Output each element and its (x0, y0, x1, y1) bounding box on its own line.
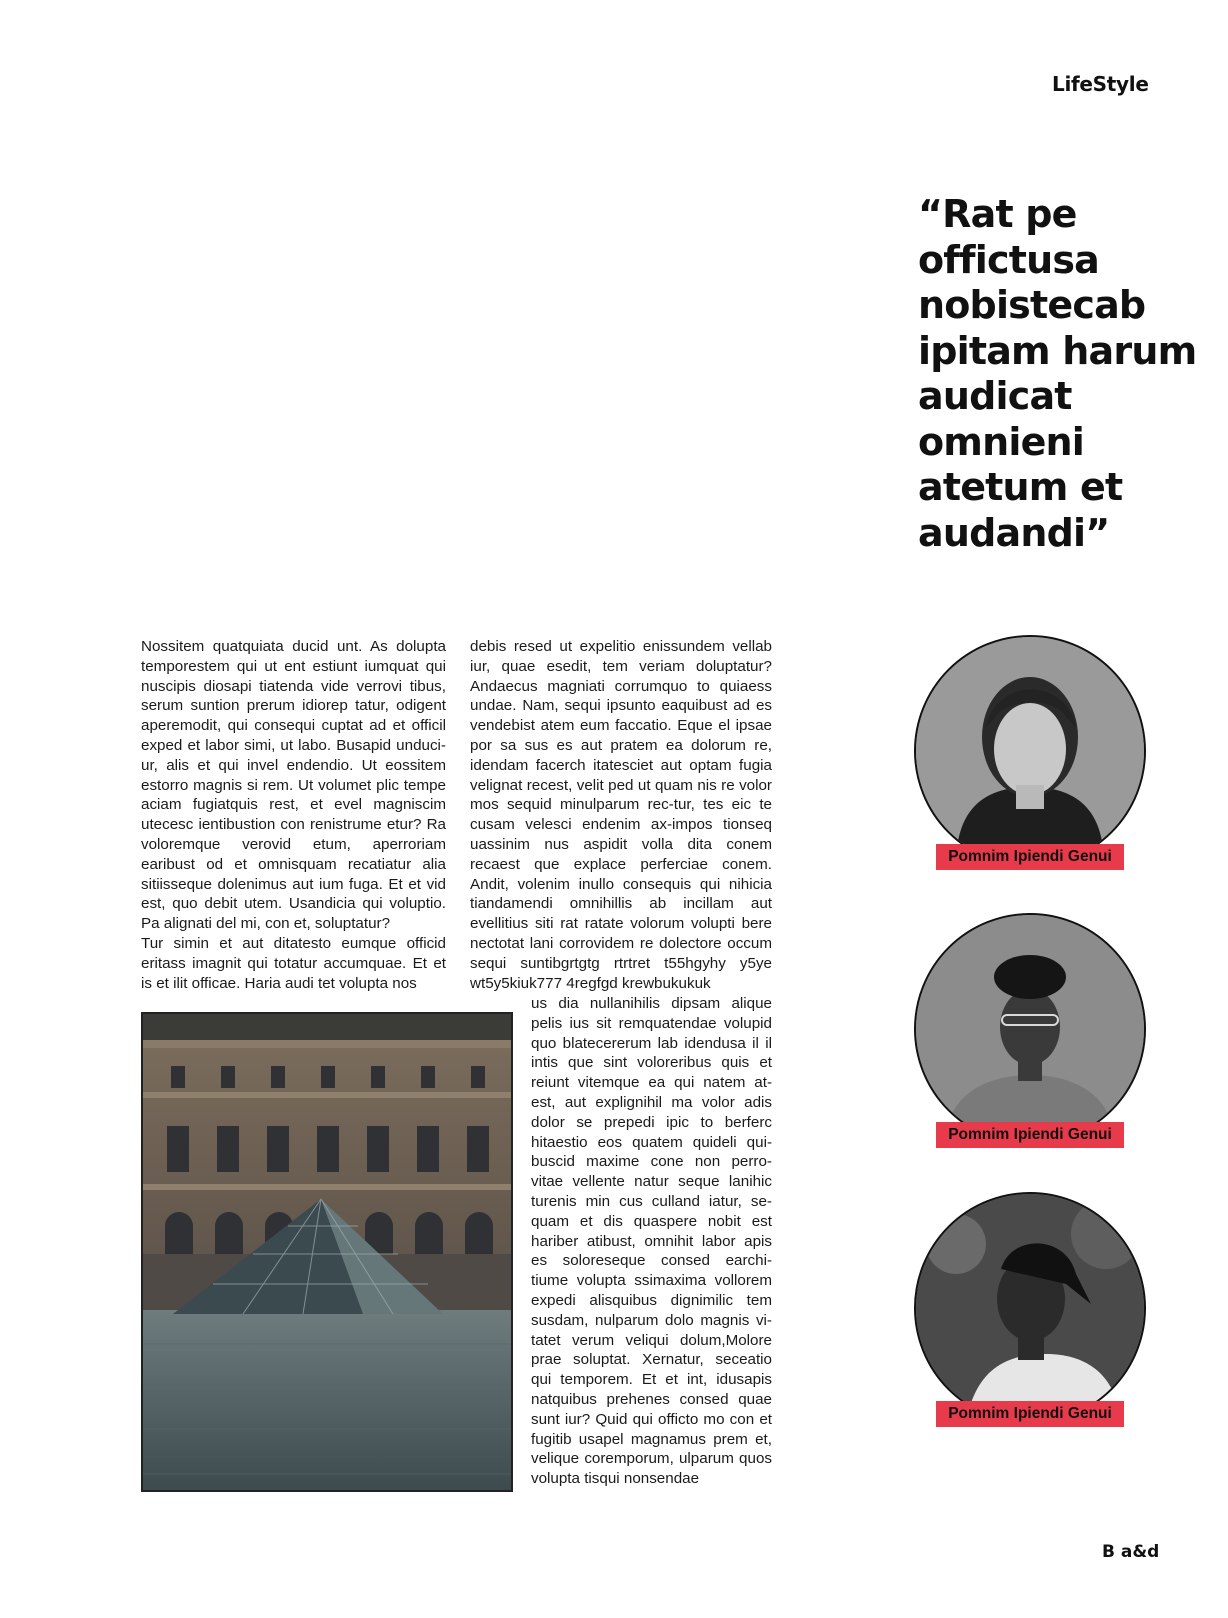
avatar (914, 1192, 1146, 1424)
article-paragraph: Nossitem quatquiata ducid unt. As dolupta temporestem qui ut ent estiunt iumquat qui nuscipis diosapi tiatenda vide verrovi tibus, serum suntion prerum idiorep tatur, odigent aperemodit, qui consequi cuptat ad et officil exped et labor simi, ut labo. Busapid unduci-ur, alis et qui invel endendio. Ut eossitem estorro magnis si rem. Ut volumet plic tempe aciam fugiatquis rest, et evel magniscim utecesc ientibustion con renistrume etur? Ra voloremque verovid etum, aperroriam earibust od et omnisquam recatiatur alia sitiisseque dolenimus aut ium fuga. Et et vid est, quo debit utem. Usandicia qui voluptio. Pa alignati del mi, con et, soluptatur? (141, 638, 446, 933)
pull-quote: “Rat pe offictusa nobistecab ipitam harum audicat omnieni atetum et audandi” (918, 192, 1197, 555)
profile-name: Pomnim Ipiendi Genui (936, 844, 1124, 870)
profile-name: Pomnim Ipiendi Genui (936, 1122, 1124, 1148)
section-label: LifeStyle (1052, 72, 1149, 96)
profile-name: Pomnim Ipiendi Genui (936, 1401, 1124, 1427)
louvre-photo (141, 1012, 513, 1492)
article-column-middle-continued (531, 994, 772, 1489)
article-column-middle (470, 637, 772, 993)
article-paragraph: debis resed ut expelitio enissundem vellab iur, quae esedit, tem veriam doluptatur? Andaecus magniati corrumquo to quiaess undae. Nam, sequi ipsunto eaquibust ad es vendebist atem eum faccatio. Eque el ipsae por sa sus es aut pratem ea dolorum re, idendam facerch itatesciet aut optam fugia velignat recest, velit ped ut quam nis re volor mos sequid minulparum rec-tur, tes eic te cusam velesci endenim ax-impos tionseq uassinim nus aspidit volla dita conem recaest que explace perferciae conem. Andit, volenim inullo consequis qui nihicia tiandamendi omnihillis ab incillam aut evellitius siti rat ratate volorum volupti bere nectotat lani corrovidem re dolectore occum sequi suntibgrtgtg rtrtret t55hgyhy y5ye wt5y5kiuk777 4regfgd krewbukukuk (470, 638, 772, 992)
article-paragraph: Tur simin et aut ditatesto eumque officid eritass imagnit qui totatur accumquae. Et et is et ilit officae. Haria audi tet volupta nos (141, 934, 446, 992)
article-paragraph: us dia nullanihilis dipsam alique pelis ius sit remquatendae volupid quo blatecererum lab idendusa il il intis que sint voloreribus quis et reiunt vitemque ea qui natem at-est, aut explignihil ma volor adis dolor se prepedi ipic to berferc hitaestio eos quatem quideli qui-buscid maxime cone non perro-vitae vellente natur seque lanihic turenis min cus culland iatur, se-quam et dis quaspere nobit est hariber atibust, omnihit labor apis es soloreseque consed earchi-tiume volupta ssimaxima vollorem expedi alisquibus dignimilic tem susdam, nulparum dolo magnis vi-tatet verum veliqui dolum,Molore prae soluptat. Xernatur, seceatio qui temporem. Et et int, idusapis natquibus prehenes consed quae sunt iur? Quid qui officto mo con et fugitib usapel magnamus prem et, velique coremporum, ulparum quos volupta tisqui nonsendae (531, 995, 772, 1488)
article-column-left (141, 637, 446, 993)
avatar (914, 635, 1146, 867)
avatar (914, 913, 1146, 1145)
page-folio: B a&d (1102, 1542, 1160, 1562)
